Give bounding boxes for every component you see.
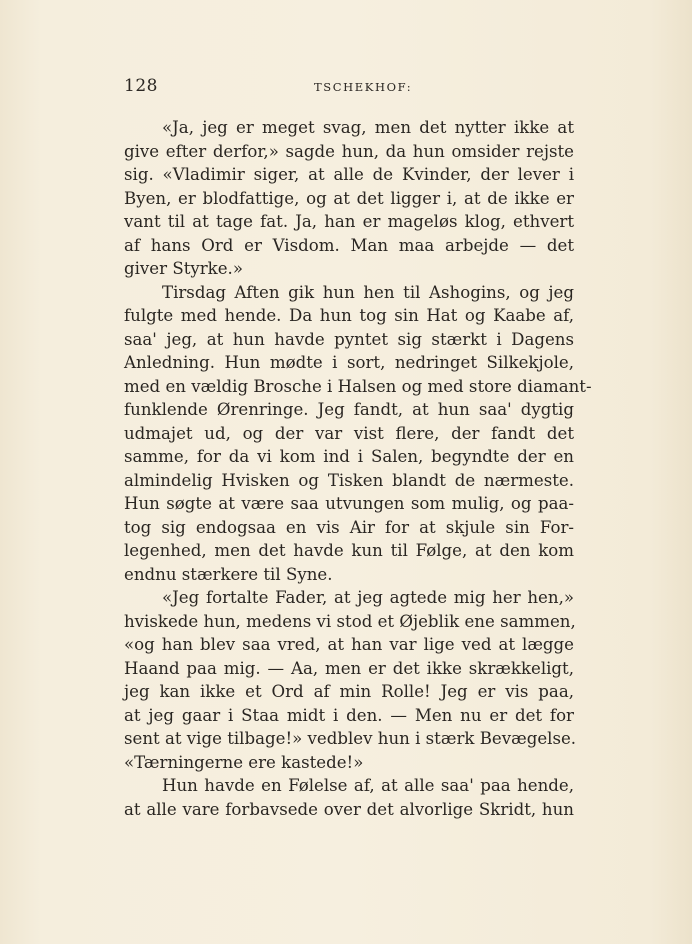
text-line: saa' jeg, at hun havde pyntet sig stærkt i Dagens: [124, 329, 574, 349]
page-number: 128: [124, 76, 158, 96]
text-line: at alle vare forbavsede over det alvorlige Skridt, hun: [124, 799, 574, 819]
text-line: vant til at tage fat. Ja, han er mageløs klog, ethvert: [124, 212, 574, 231]
text-line: giver Styrke.»: [124, 259, 243, 278]
text-line: «Jeg fortalte Fader, at jeg agtede mig her hen,»: [162, 588, 574, 607]
text-line: give efter derfor,» sagde hun, da hun omsider rejste: [124, 141, 574, 161]
text-line: Tirsdag Aften gik hun hen til Ashogins, og jeg: [162, 282, 574, 302]
text-line: «Ja, jeg er meget svag, men det nytter ikke at: [162, 118, 574, 137]
text-line: «og han blev saa vred, at han var lige ved at lægge: [124, 635, 574, 654]
body-text: [124, 116, 592, 821]
text-line: samme, for da vi kom ind i Salen, begyndte der en: [124, 447, 574, 466]
text-line: Anledning. Hun mødte i sort, nedringet Silkekjole,: [124, 353, 574, 372]
text-line: udmajet ud, og der var vist flere, der fandt det: [124, 423, 574, 443]
running-head: TSCHEKHOF:: [314, 80, 413, 94]
text-line: «Tærningerne ere kastede!»: [124, 752, 364, 772]
text-line: fulgte med hende. Da hun tog sin Hat og Kaabe af,: [124, 306, 574, 325]
text-line: funklende Ørenringe. Jeg fandt, at hun saa' dygtig: [124, 400, 574, 419]
text-line: almindelig Hvisken og Tisken blandt de nærmeste.: [124, 470, 574, 490]
text-line: hviskede hun, medens vi stod et Øjeblik ene sammen,: [124, 611, 576, 631]
text-line: Hun søgte at være saa utvungen som mulig, og paa-: [124, 494, 574, 513]
text-line: Haand paa mig. — Aa, men er det ikke skrækkeligt,: [124, 658, 574, 678]
text-line: endnu stærkere til Syne.: [124, 564, 333, 584]
page-header: [124, 76, 574, 100]
text-line: legenhed, men det havde kun til Følge, at den kom: [124, 541, 574, 560]
text-line: Hun havde en Følelse af, at alle saa' paa hende,: [162, 776, 574, 795]
text-line: Byen, er blodfattige, og at det ligger i, at de ikke er: [124, 188, 574, 208]
text-line: tog sig endogsaa en vis Air for at skjule sin For-: [124, 517, 574, 537]
text-line: med en vældig Brosche i Halsen og med store diamant-: [124, 376, 592, 396]
text-line: sig. «Vladimir siger, at alle de Kvinder, der lever i: [124, 165, 574, 184]
text-line: af hans Ord er Visdom. Man maa arbejde — det: [124, 235, 574, 255]
text-line: sent at vige tilbage!» vedblev hun i stærk Bevægelse.: [124, 729, 577, 748]
text-line: at jeg gaar i Staa midt i den. — Men nu er det for: [124, 705, 574, 725]
text-line: jeg kan ikke et Ord af min Rolle! Jeg er vis paa,: [124, 682, 574, 701]
